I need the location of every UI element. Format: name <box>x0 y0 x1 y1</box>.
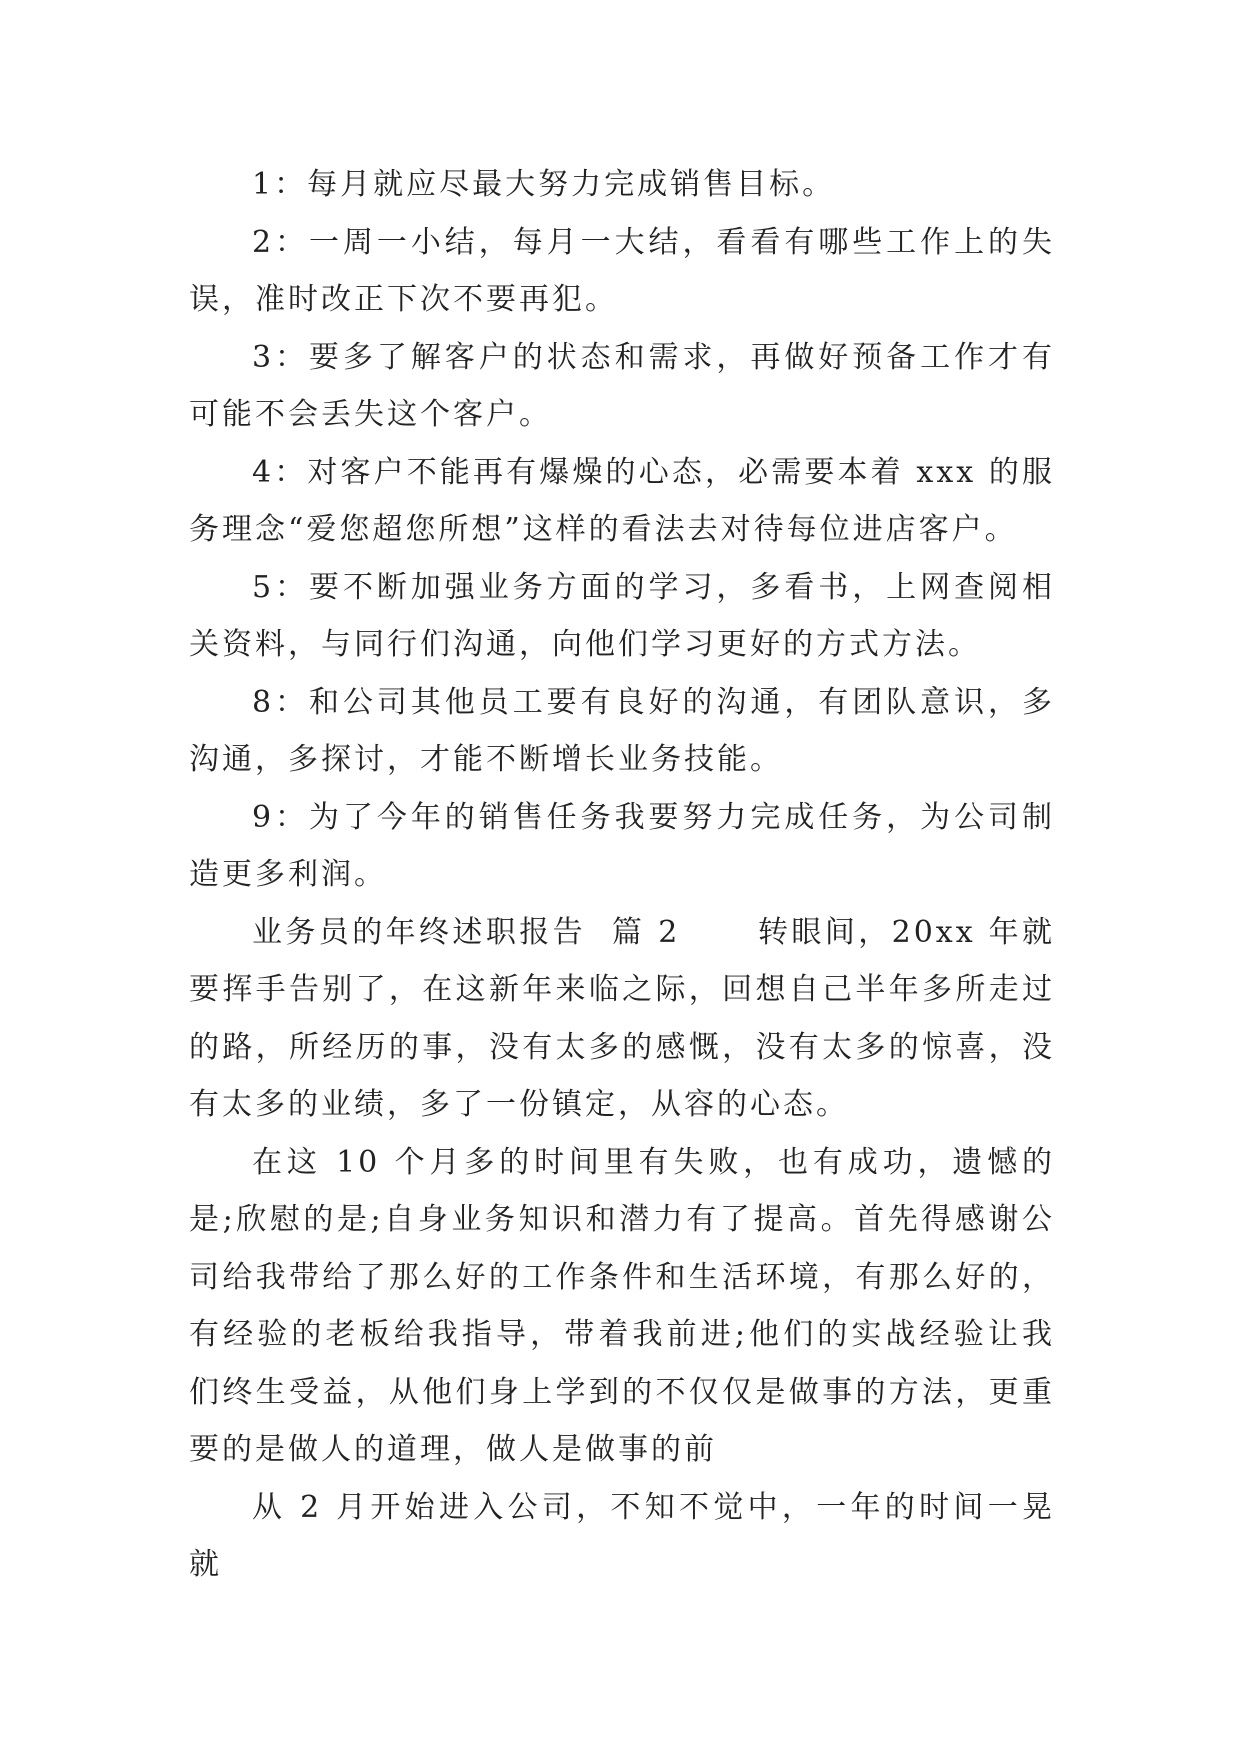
paragraph-ten-months: 在这 10 个月多的时间里有失败，也有成功，遗憾的是;欣慰的是;自身业务知识和潜力有了提高。首先得感谢公司给我带给了那么好的工作条件和生活环境，有那么好的，有经验的老板给我指导，带着我前进;他们的实战经验让我们终生受益，从他们身上学到的不仅仅是做事的方法，更重要的是做人的道理，做人是做事的前 <box>189 1144 1055 1467</box>
document-body <box>189 156 1055 1594</box>
paragraph-5: 5：要不断加强业务方面的学习，多看书，上网查阅相关资料，与同行们沟通，向他们学习更好的方式方法。 <box>189 569 1055 662</box>
paragraph-joined-company: 从 2 月开始进入公司，不知不觉中，一年的时间一晃就 <box>189 1489 1055 1582</box>
paragraph-1: 1：每月就应尽最大努力完成销售目标。 <box>252 167 836 202</box>
paragraph-4: 4：对客户不能再有爆燥的心态，必需要本着 xxx 的服务理念“爱您超您所想”这样的看法去对待每位进店客户。 <box>189 454 1055 547</box>
paragraph-3: 3：要多了解客户的状态和需求，再做好预备工作才有可能不会丢失这个客户。 <box>189 339 1055 432</box>
paragraph-2: 2：一周一小结，每月一大结，看看有哪些工作上的失误，准时改正下次不要再犯。 <box>189 224 1055 317</box>
report-section-heading-paragraph: 业务员的年终述职报告 篇 2 转眼间，20xx 年就要挥手告别了，在这新年来临之际，回想自己半年多所走过的路，所经历的事，没有太多的感慨，没有太多的惊喜，没有太多的业绩，多了一份镇定，从容的心态。 <box>189 914 1055 1122</box>
paragraph-8: 8：和公司其他员工要有良好的沟通，有团队意识，多沟通，多探讨，才能不断增长业务技能。 <box>189 684 1055 777</box>
paragraph-9: 9：为了今年的销售任务我要努力完成任务，为公司制造更多利润。 <box>189 799 1055 892</box>
